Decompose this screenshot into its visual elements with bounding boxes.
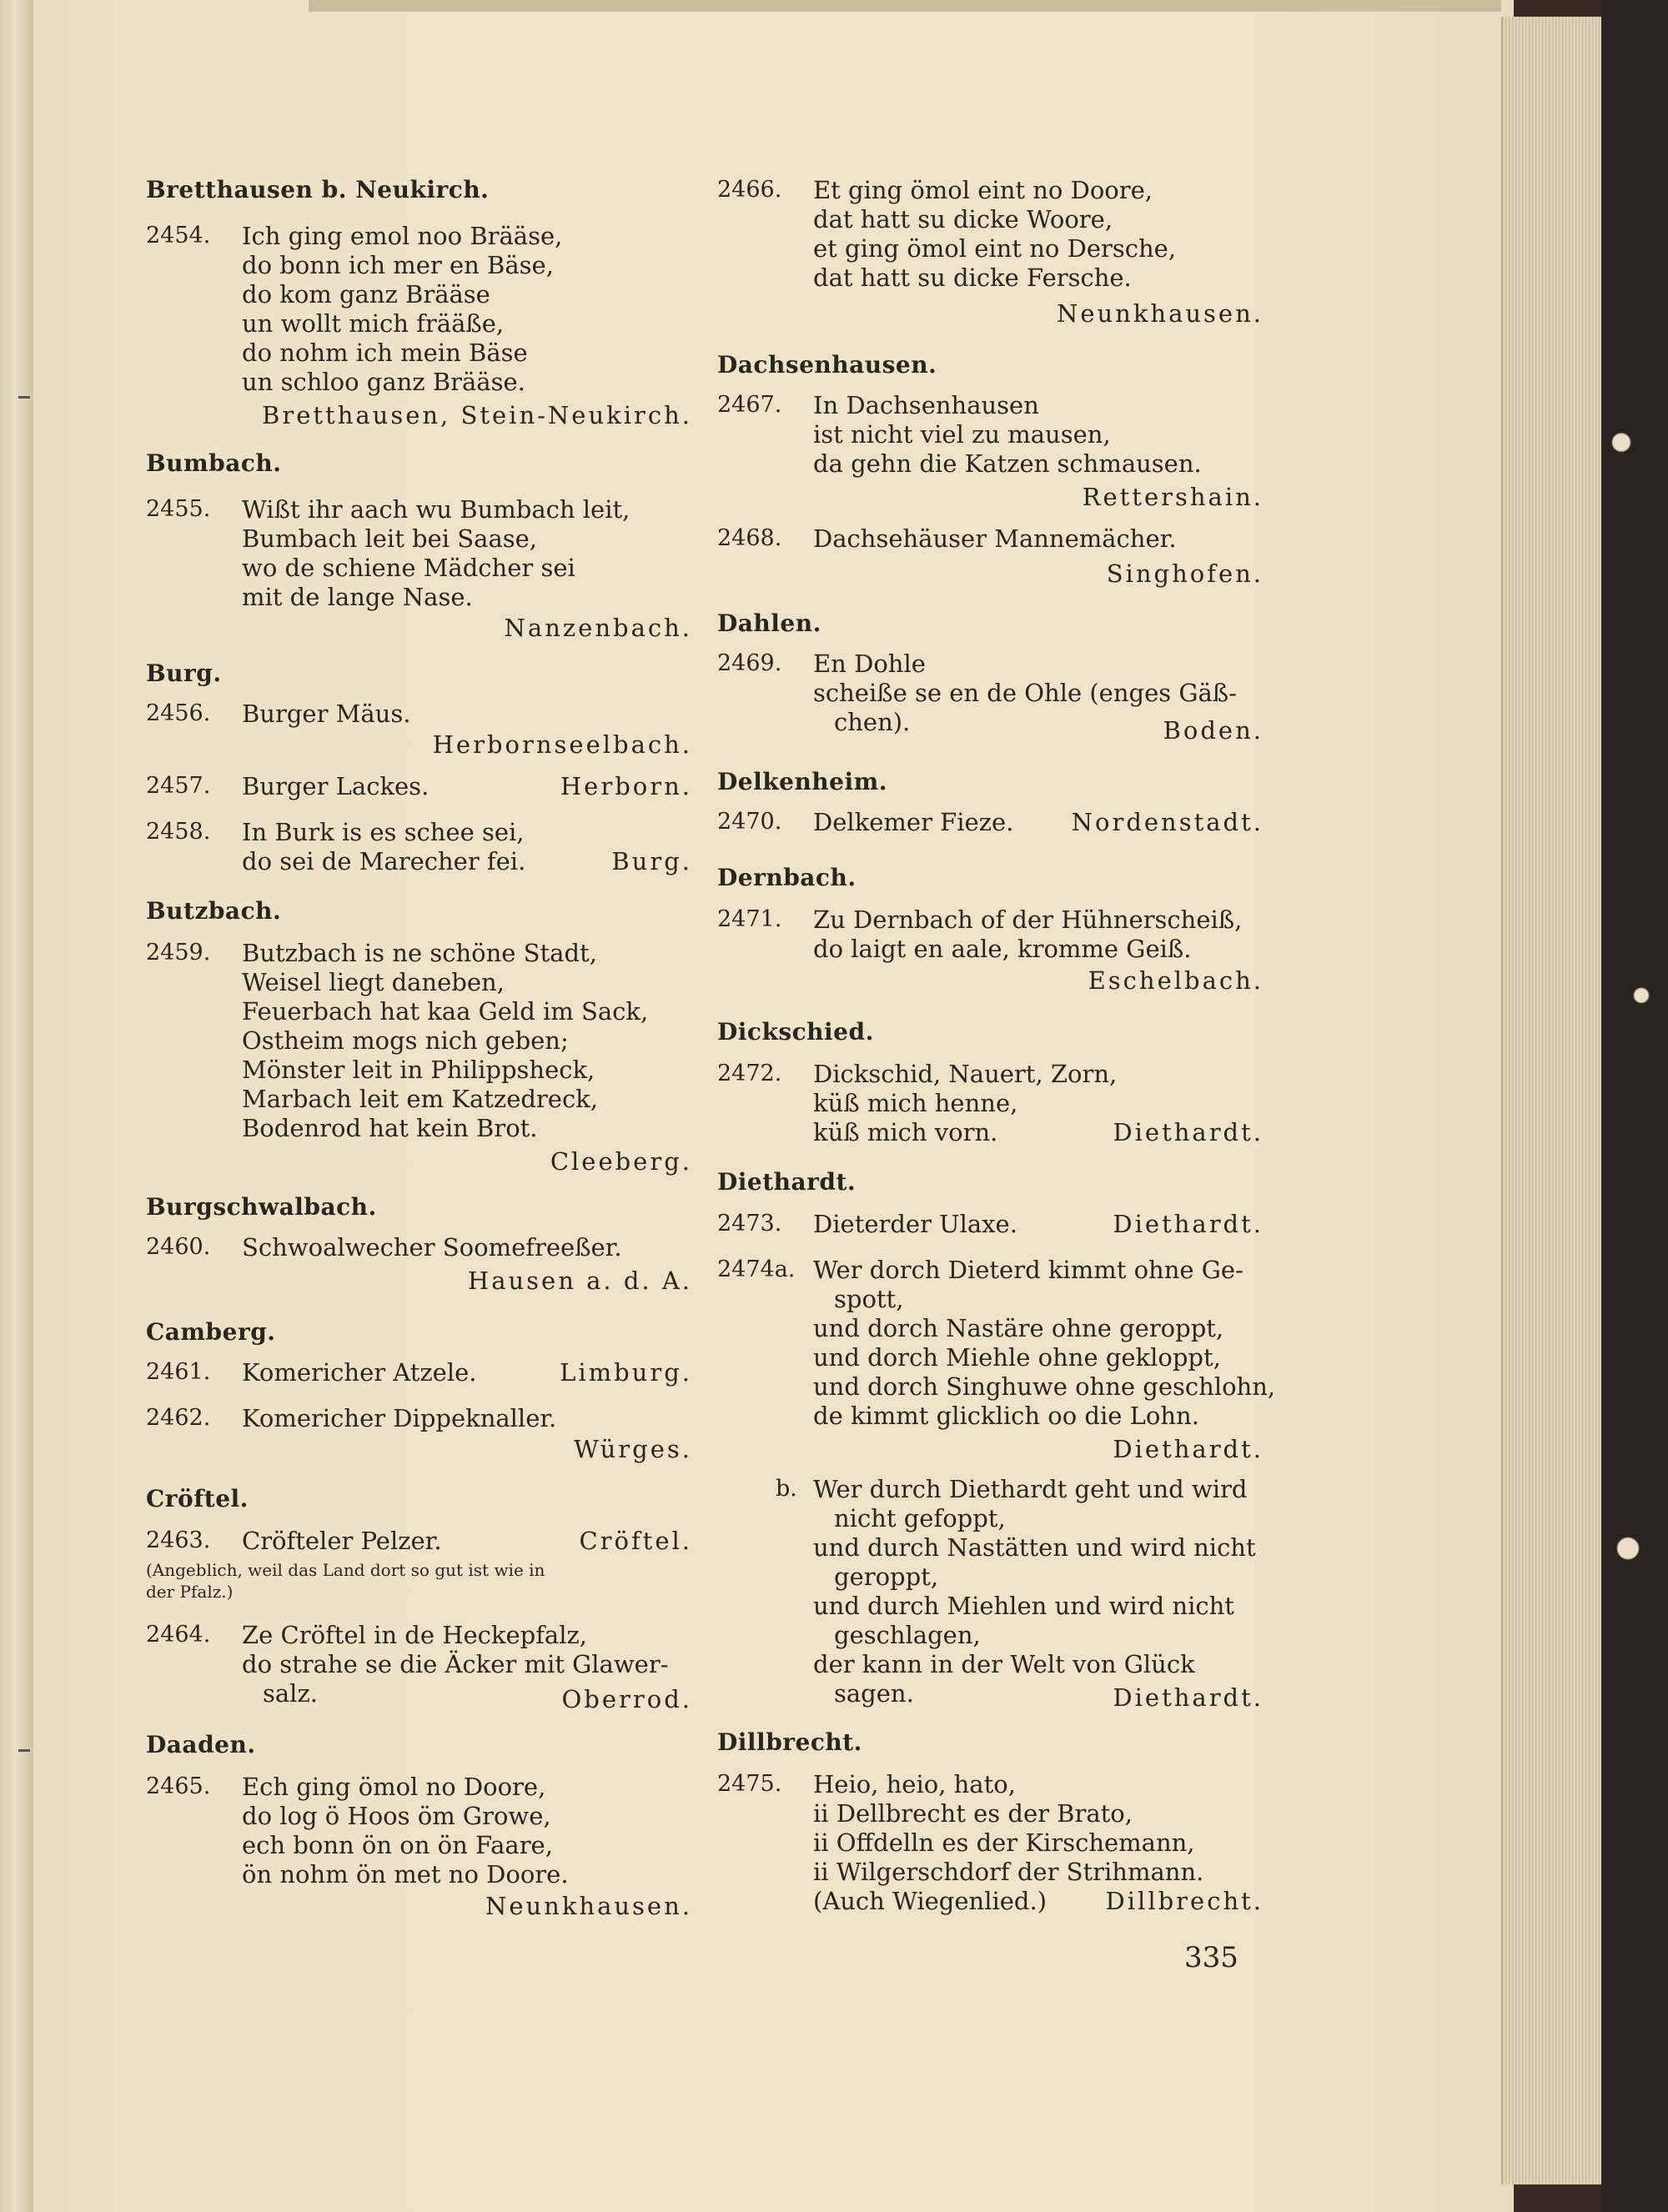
entry-number: 2455. bbox=[146, 496, 211, 522]
heading-bretthausen: Bretthausen b. Neukirch. bbox=[146, 176, 490, 203]
verse-line: (Auch Wiegenlied.) bbox=[813, 1887, 1048, 1915]
verse-line: da gehn die Katzen schmausen. bbox=[813, 449, 1202, 478]
verse-line: Ech ging ömol no Doore, bbox=[242, 1773, 546, 1801]
verse-line: sagen. bbox=[834, 1679, 914, 1708]
verse-line: En Dohle bbox=[813, 650, 926, 678]
verse-line: ii Wilgerschdorf der Strihmann. bbox=[813, 1858, 1204, 1886]
source-place: Burg. bbox=[611, 847, 692, 875]
verse-line: und durch Nastätten und wird nicht bbox=[813, 1533, 1256, 1562]
verse-line: Ze Cröftel in de Heckepfalz, bbox=[242, 1621, 587, 1649]
book-gutter bbox=[0, 0, 38, 2212]
verse-line: Komericher Atzele. bbox=[242, 1358, 477, 1387]
entry-number: 2471. bbox=[717, 906, 782, 932]
source-place: Dillbrecht. bbox=[1105, 1887, 1264, 1915]
verse-line: dat hatt su dicke Fersche. bbox=[813, 263, 1132, 292]
heading-burg: Burg. bbox=[146, 660, 222, 687]
verse-line: Wer durch Diethardt geht und wird bbox=[813, 1475, 1248, 1503]
verse-line: un schloo ganz Brääse. bbox=[242, 368, 525, 396]
heading-dachsenhausen: Dachsenhausen. bbox=[717, 351, 937, 379]
heading-dernbach: Dernbach. bbox=[717, 864, 857, 891]
heading-dickschied: Dickschied. bbox=[717, 1018, 874, 1046]
source-place: Oberrod. bbox=[561, 1685, 692, 1713]
verse-line: Zu Dernbach of der Hühnerscheiß, bbox=[813, 905, 1243, 934]
verse-line: un wollt mich frääße, bbox=[242, 309, 505, 338]
page-stack-edges bbox=[1501, 17, 1603, 2184]
heading-delkenheim: Delkenheim. bbox=[717, 768, 887, 795]
verse-line: de kimmt glicklich oo die Lohn. bbox=[813, 1402, 1199, 1430]
entry-number: 2460. bbox=[146, 1234, 211, 1260]
source-place: Singhofen. bbox=[1106, 559, 1264, 588]
verse-line: dat hatt su dicke Woore, bbox=[813, 205, 1113, 233]
page-top-edge bbox=[309, 0, 1501, 12]
heading-diethardt: Diethardt. bbox=[717, 1168, 857, 1196]
verse-line: und dorch Nastäre ohne geroppt, bbox=[813, 1314, 1224, 1342]
heading-dillbrecht: Dillbrecht. bbox=[717, 1728, 862, 1756]
footnote-line: (Angeblich, weil das Land dort so gut ist wie in bbox=[146, 1560, 545, 1580]
verse-line: spott, bbox=[834, 1285, 904, 1313]
entry-number: 2473. bbox=[717, 1211, 782, 1236]
verse-line: ist nicht viel zu mausen, bbox=[813, 420, 1111, 449]
verse-line: Burger Lackes. bbox=[242, 772, 430, 800]
source-place: Neunkhausen. bbox=[1056, 299, 1264, 328]
entry-number: 2475. bbox=[717, 1771, 782, 1797]
verse-line: mit de lange Nase. bbox=[242, 583, 473, 611]
verse-line: wo de schiene Mädcher sei bbox=[242, 554, 575, 582]
source-place: Neunkhausen. bbox=[485, 1892, 692, 1920]
heading-dahlen: Dahlen. bbox=[717, 609, 821, 637]
verse-line: küß mich vorn. bbox=[813, 1118, 998, 1146]
page-number: 335 bbox=[1184, 1941, 1238, 1974]
entry-number: 2466. bbox=[717, 177, 782, 203]
entry-number: 2454. bbox=[146, 223, 211, 248]
marbled-cover-edge bbox=[1601, 0, 1668, 2212]
entry-number: 2467. bbox=[717, 392, 782, 418]
source-place: Bretthausen, Stein-Neukirch. bbox=[262, 401, 692, 429]
verse-line: Weisel liegt daneben, bbox=[242, 968, 505, 996]
verse-line: do strahe se die Äcker mit Glawer- bbox=[242, 1650, 669, 1678]
verse-line: Bumbach leit bei Saase, bbox=[242, 524, 537, 553]
source-place: Herbornseelbach. bbox=[432, 730, 692, 759]
entry-number: 2458. bbox=[146, 819, 211, 845]
verse-line: Butzbach is ne schöne Stadt, bbox=[242, 939, 597, 967]
source-place: Würges. bbox=[574, 1435, 692, 1463]
verse-line: und dorch Singhuwe ohne geschlohn, bbox=[813, 1372, 1276, 1401]
source-place: Diethardt. bbox=[1113, 1118, 1264, 1146]
source-place: Hausen a. d. A. bbox=[467, 1267, 692, 1295]
entry-number: b. bbox=[776, 1476, 797, 1502]
verse-line: ön nohm ön met no Doore. bbox=[242, 1860, 569, 1888]
entry-number: 2472. bbox=[717, 1061, 782, 1086]
entry-number: 2462. bbox=[146, 1405, 211, 1431]
verse-line: do log ö Hoos öm Growe, bbox=[242, 1802, 551, 1830]
source-place: Nanzenbach. bbox=[504, 614, 692, 642]
source-place: Herborn. bbox=[560, 772, 692, 800]
verse-line: geschlagen, bbox=[834, 1621, 981, 1649]
entry-number: 2459. bbox=[146, 940, 211, 966]
entry-number: 2463. bbox=[146, 1527, 211, 1553]
verse-line: Bodenrod hat kein Brot. bbox=[242, 1114, 538, 1142]
heading-croeftel: Cröftel. bbox=[146, 1485, 249, 1512]
heading-burgschwalbach: Burgschwalbach. bbox=[146, 1193, 377, 1221]
verse-line: Delkemer Fieze. bbox=[813, 808, 1014, 836]
verse-line: et ging ömol eint no Dersche, bbox=[813, 234, 1177, 263]
verse-line: Cröfteler Pelzer. bbox=[242, 1527, 442, 1555]
entry-number: 2461. bbox=[146, 1359, 211, 1385]
verse-line: ii Offdelln es der Kirschemann, bbox=[813, 1828, 1195, 1857]
source-place: Cröftel. bbox=[579, 1527, 692, 1555]
margin-mark bbox=[18, 1749, 30, 1752]
verse-line: salz. bbox=[263, 1679, 318, 1708]
verse-line: Ich ging emol noo Brääse, bbox=[242, 222, 563, 250]
source-place: Cleeberg. bbox=[550, 1147, 692, 1176]
verse-line: do laigt en aale, kromme Geiß. bbox=[813, 935, 1192, 963]
verse-line: Ostheim mogs nich geben; bbox=[242, 1026, 569, 1055]
entry-number: 2474a. bbox=[717, 1256, 796, 1282]
margin-mark bbox=[18, 396, 30, 399]
verse-line: In Dachsenhausen bbox=[813, 391, 1039, 419]
verse-line: do sei de Marecher fei. bbox=[242, 847, 526, 875]
entry-number: 2457. bbox=[146, 773, 211, 799]
entry-number: 2456. bbox=[146, 700, 211, 726]
verse-line: Dachsehäuser Mannemächer. bbox=[813, 524, 1177, 553]
verse-line: nicht gefoppt, bbox=[834, 1504, 1006, 1532]
heading-butzbach: Butzbach. bbox=[146, 897, 282, 925]
heading-camberg: Camberg. bbox=[146, 1318, 276, 1346]
entry-number: 2465. bbox=[146, 1773, 211, 1799]
verse-line: Komericher Dippeknaller. bbox=[242, 1404, 557, 1432]
entry-number: 2468. bbox=[717, 525, 782, 551]
verse-line: Feuerbach hat kaa Geld im Sack, bbox=[242, 997, 649, 1026]
heading-bumbach: Bumbach. bbox=[146, 449, 282, 477]
verse-line: geroppt, bbox=[834, 1562, 939, 1591]
verse-line: ii Dellbrecht es der Brato, bbox=[813, 1799, 1133, 1828]
verse-line: und durch Miehlen und wird nicht bbox=[813, 1592, 1234, 1620]
verse-line: do kom ganz Brääse bbox=[242, 280, 490, 308]
source-place: Limburg. bbox=[560, 1358, 692, 1387]
entry-number: 2470. bbox=[717, 809, 782, 835]
verse-line: Dieterder Ulaxe. bbox=[813, 1210, 1017, 1238]
verse-line: und dorch Miehle ohne gekloppt, bbox=[813, 1343, 1221, 1372]
verse-line: Wer dorch Dieterd kimmt ohne Ge- bbox=[813, 1256, 1243, 1284]
verse-line: ech bonn ön on ön Faare, bbox=[242, 1831, 553, 1859]
entry-number: 2464. bbox=[146, 1622, 211, 1648]
verse-line: do nohm ich mein Bäse bbox=[242, 339, 528, 367]
source-place: Rettershain. bbox=[1082, 483, 1264, 511]
verse-line: Mönster leit in Philippsheck, bbox=[242, 1056, 595, 1084]
verse-line: In Burk is es schee sei, bbox=[242, 818, 525, 846]
verse-line: küß mich henne, bbox=[813, 1089, 1018, 1117]
source-place: Diethardt. bbox=[1113, 1210, 1264, 1238]
source-place: Diethardt. bbox=[1113, 1435, 1264, 1463]
verse-line: Heio, heio, hato, bbox=[813, 1770, 1016, 1798]
footnote-line: der Pfalz.) bbox=[146, 1582, 234, 1602]
source-place: Eschelbach. bbox=[1088, 966, 1264, 995]
heading-daaden: Daaden. bbox=[146, 1731, 256, 1758]
verse-line: do bonn ich mer en Bäse, bbox=[242, 251, 554, 279]
verse-line: Et ging ömol eint no Doore, bbox=[813, 176, 1153, 204]
verse-line: Wißt ihr aach wu Bumbach leit, bbox=[242, 495, 631, 524]
verse-line: scheiße se en de Ohle (enges Gäß- bbox=[813, 679, 1237, 707]
verse-line: Schwoalwecher Soomefreeßer. bbox=[242, 1233, 622, 1261]
source-place: Boden. bbox=[1163, 716, 1264, 745]
source-place: Nordenstadt. bbox=[1071, 808, 1264, 836]
verse-line: Burger Mäus. bbox=[242, 700, 411, 728]
verse-line: Marbach leit em Katzedreck, bbox=[242, 1085, 598, 1113]
source-place: Diethardt. bbox=[1113, 1683, 1264, 1712]
verse-line: chen). bbox=[834, 708, 911, 736]
verse-line: der kann in der Welt von Glück bbox=[813, 1650, 1195, 1678]
verse-line: Dickschid, Nauert, Zorn, bbox=[813, 1060, 1118, 1088]
entry-number: 2469. bbox=[717, 650, 782, 676]
